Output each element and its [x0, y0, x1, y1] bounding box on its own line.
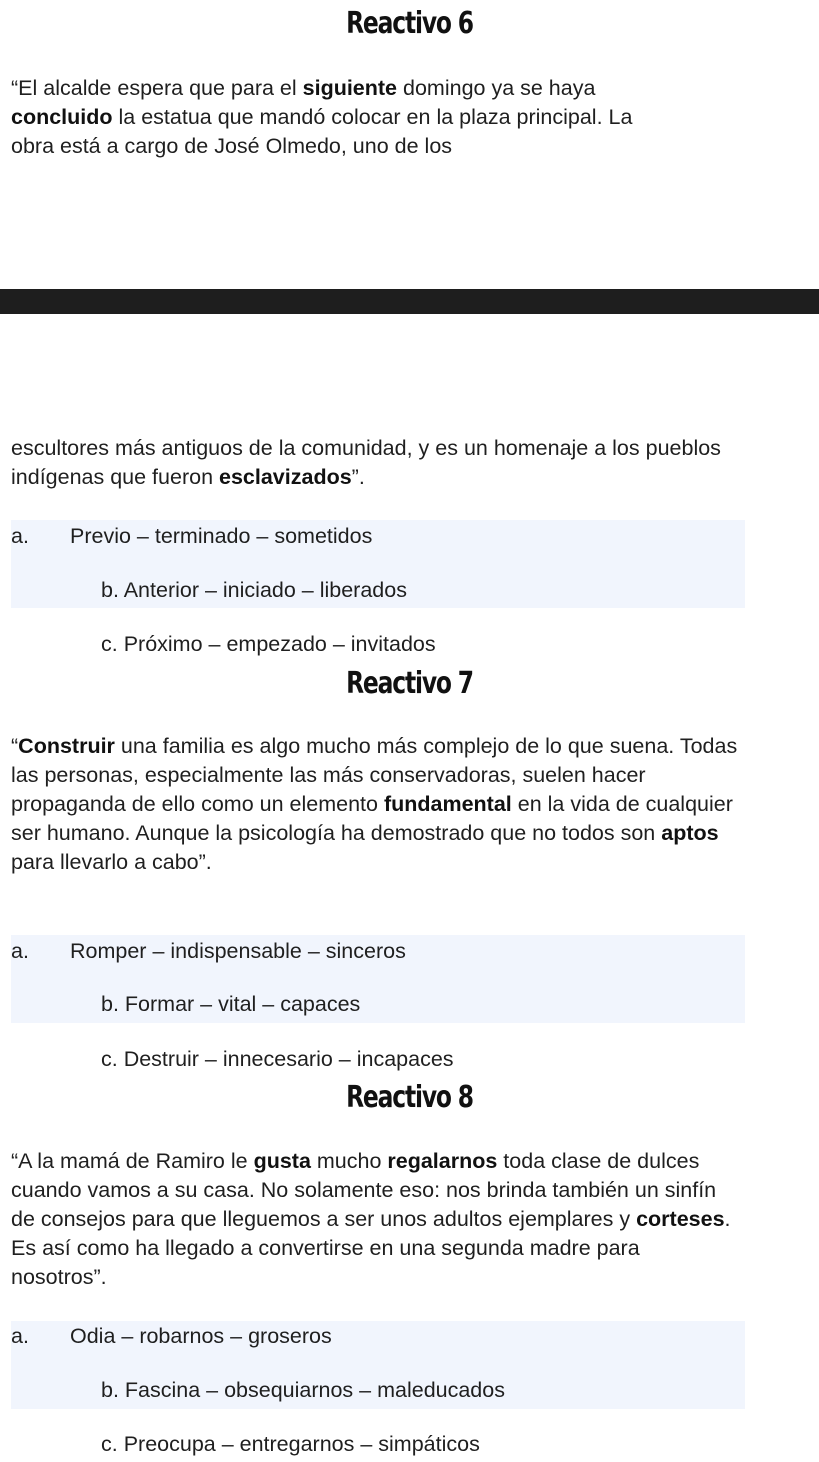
emphasized-word: concluido	[11, 105, 113, 129]
emphasized-word: siguiente	[302, 76, 398, 100]
option-letter: a.	[11, 939, 29, 963]
text-run: una familia es algo mucho más complejo de lo que suena. Todas las personas, especialmente las más conservadoras, suelen hacer propaganda de ello como un elemento	[11, 734, 738, 816]
reactivo-7-option-a[interactable]	[11, 938, 406, 964]
option-text: Romper – indispensable – sinceros	[70, 939, 406, 963]
option-text: Odia – robarnos – groseros	[70, 1324, 332, 1348]
text-run: para llevarlo a cabo”.	[11, 850, 212, 874]
emphasized-word: esclavizados	[219, 465, 352, 489]
page-divider	[0, 289, 819, 314]
reactivo-8-text	[11, 1147, 731, 1292]
reactivo-7-text	[11, 732, 751, 877]
emphasized-word: fundamental	[383, 792, 512, 816]
text-run: toda clase de dulces cuando vamos a su casa. No solamente eso: nos brinda también un sinfín de consejos para que lleguemos a ser unos adultos ejemplares y	[11, 1149, 717, 1231]
text-run: “El alcalde espera que para el	[11, 76, 303, 100]
reactivo-8-option-a[interactable]	[11, 1323, 332, 1349]
option-letter: a.	[11, 524, 29, 548]
emphasized-word: regalarnos	[387, 1149, 498, 1173]
reactivo-6-option-a[interactable]	[11, 523, 373, 549]
text-run: “	[11, 734, 19, 758]
text-run: la estatua que mandó colocar en la plaza principal. La obra está a cargo de José Olmedo, uno de los	[11, 105, 633, 158]
text-run: en la vida de cualquier ser humano. Aunque la psicología ha demostrado que no todos son	[11, 792, 733, 845]
reactivo-8-heading: Reactivo 8	[346, 1080, 473, 1115]
text-run: “A la mamá de Ramiro le	[11, 1149, 254, 1173]
emphasized-word: aptos	[661, 821, 719, 845]
reactivo-6-text-part2	[11, 434, 751, 492]
reactivo-7-option-c[interactable]: c. Destruir – innecesario – incapaces	[101, 1047, 454, 1071]
emphasized-word: corteses	[636, 1207, 725, 1231]
reactivo-8-option-b[interactable]: b. Fascina – obsequiarnos – maleducados	[101, 1378, 505, 1402]
option-text: Previo – terminado – sometidos	[70, 524, 373, 548]
text-run: escultores más antiguos de la comunidad, y es un homenaje a los pueblos indígenas que fueron	[11, 436, 721, 489]
text-run: domingo ya se haya	[397, 76, 596, 100]
reactivo-6-option-c[interactable]: c. Próximo – empezado – invitados	[101, 632, 436, 656]
reactivo-6-option-b[interactable]: b. Anterior – iniciado – liberados	[101, 578, 407, 602]
option-letter: a.	[11, 1324, 29, 1348]
reactivo-7-option-b[interactable]: b. Formar – vital – capaces	[101, 992, 361, 1016]
reactivo-6-heading: Reactivo 6	[346, 6, 473, 41]
reactivo-7-heading: Reactivo 7	[346, 666, 473, 701]
emphasized-word: Construir	[18, 734, 115, 758]
emphasized-word: gusta	[253, 1149, 311, 1173]
text-run: mucho	[310, 1149, 388, 1173]
text-run: . Es así como ha llegado a convertirse en una segunda madre para nosotros”.	[11, 1207, 731, 1289]
text-run: ”.	[351, 465, 365, 489]
reactivo-6-text-part1	[11, 74, 661, 161]
reactivo-8-option-c[interactable]: c. Preocupa – entregarnos – simpáticos	[101, 1432, 480, 1456]
